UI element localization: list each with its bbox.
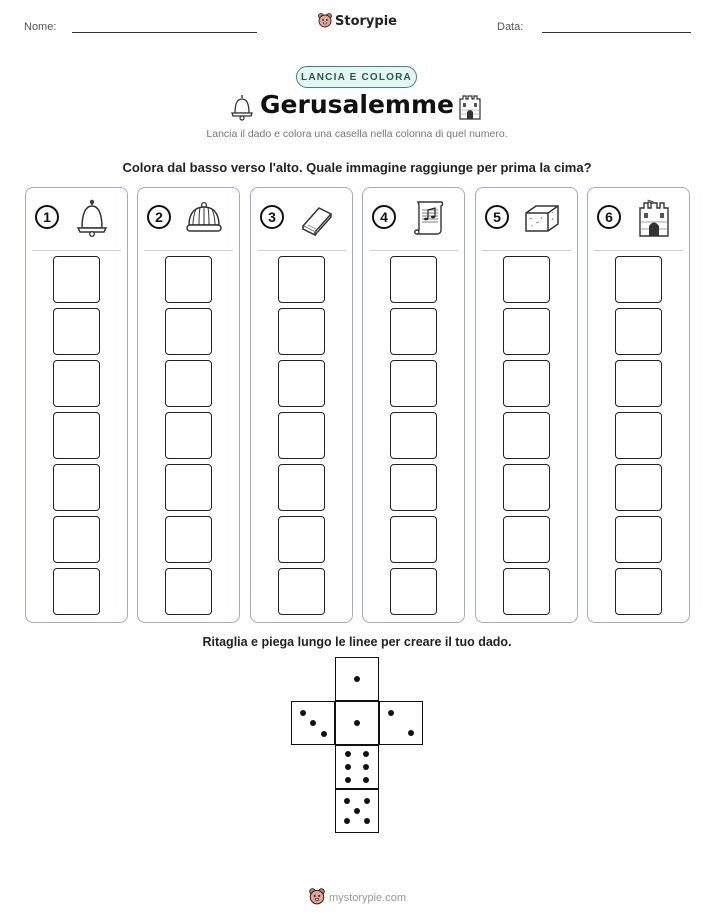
color-box[interactable] [53,360,100,407]
column-4 [362,187,465,623]
color-box[interactable] [615,256,662,303]
footer [0,887,714,905]
dice-instruction: Ritaglia e piega lungo le linee per creare il tuo dado. [202,635,512,649]
color-box[interactable] [615,568,662,615]
color-box[interactable] [503,360,550,407]
column-3 [250,187,353,623]
color-box[interactable] [278,412,325,459]
column-header [251,188,352,250]
column-1 [25,187,128,623]
page-title: Gerusalemme [260,90,454,119]
column-number: 1 [35,205,59,229]
color-box[interactable] [615,516,662,563]
color-box[interactable] [390,516,437,563]
column-number: 2 [147,205,171,229]
book-icon [297,198,337,238]
hat-icon [184,198,224,238]
column-number: 4 [372,205,396,229]
color-box[interactable] [503,256,550,303]
color-box[interactable] [278,360,325,407]
die-pip [310,720,316,726]
color-box[interactable] [53,464,100,511]
music-scroll-icon [409,198,449,238]
die-pip [344,798,350,804]
color-box[interactable] [53,256,100,303]
column-header [26,188,127,250]
bear-icon [308,887,326,905]
color-box[interactable] [503,516,550,563]
color-box[interactable] [390,256,437,303]
color-box[interactable] [503,412,550,459]
die-pip [363,777,369,783]
subtitle: Lancia il dado e colora una casella nella colonna di quel numero. [206,128,508,140]
die-pip [344,818,350,824]
column-header [588,188,689,250]
color-box[interactable] [278,256,325,303]
color-box[interactable] [278,516,325,563]
column-divider [594,250,683,251]
column-header [138,188,239,250]
activity-badge: LANCIA E COLORA [296,66,417,88]
color-box[interactable] [53,308,100,355]
brand-name: Storypie [335,14,397,29]
color-box[interactable] [165,256,212,303]
die-pip [364,798,370,804]
color-box[interactable] [165,308,212,355]
die-pip [354,720,360,726]
die-face-6 [335,745,379,789]
bell-icon [72,198,112,238]
die-pip [388,710,394,716]
column-2 [137,187,240,623]
column-divider [257,250,346,251]
color-box[interactable] [390,464,437,511]
die-pip [363,764,369,770]
color-box[interactable] [615,464,662,511]
footer-url: mystorypie.com [328,892,407,904]
die-pip [408,730,414,736]
castle-tower-icon [458,93,482,121]
die-face-3 [291,701,335,745]
column-divider [369,250,458,251]
column-divider [32,250,121,251]
color-box[interactable] [165,516,212,563]
color-box[interactable] [503,308,550,355]
die-face-2 [379,701,423,745]
color-box[interactable] [165,568,212,615]
name-label: Nome: [24,21,57,33]
bear-icon [317,12,333,28]
color-box[interactable] [165,412,212,459]
color-box[interactable] [390,568,437,615]
color-box[interactable] [165,360,212,407]
die-pip [345,764,351,770]
die-pip [354,808,360,814]
column-header [476,188,577,250]
die-pip [363,751,369,757]
color-box[interactable] [503,464,550,511]
die-pip [345,751,351,757]
color-box[interactable] [390,360,437,407]
date-label: Data: [497,21,524,33]
die-pip [321,731,327,737]
die-pip [364,818,370,824]
brand-logo [0,12,714,29]
color-box[interactable] [278,568,325,615]
color-box[interactable] [503,568,550,615]
color-box[interactable] [390,412,437,459]
column-divider [144,250,233,251]
column-divider [482,250,571,251]
stone-block-icon [522,198,562,238]
color-box[interactable] [615,412,662,459]
die-face-1 [335,657,379,701]
die-face-5 [335,789,379,833]
die-pip [300,710,306,716]
color-box[interactable] [390,308,437,355]
color-box[interactable] [278,464,325,511]
color-box[interactable] [615,308,662,355]
die-pip [345,777,351,783]
name-line[interactable] [72,32,257,33]
color-box[interactable] [53,568,100,615]
color-box[interactable] [165,464,212,511]
column-number: 6 [597,205,621,229]
color-box[interactable] [53,516,100,563]
column-number: 5 [485,205,509,229]
color-box[interactable] [615,360,662,407]
die-pip [354,676,360,682]
column-number: 3 [260,205,284,229]
color-box[interactable] [278,308,325,355]
die-face-1 [335,701,379,745]
castle-tower-icon [634,198,674,238]
color-box[interactable] [53,412,100,459]
date-line[interactable] [542,32,691,33]
column-6 [587,187,690,623]
instruction-text: Colora dal basso verso l'alto. Quale immagine raggiunge per prima la cima? [122,160,592,175]
column-header [363,188,464,250]
column-5 [475,187,578,623]
